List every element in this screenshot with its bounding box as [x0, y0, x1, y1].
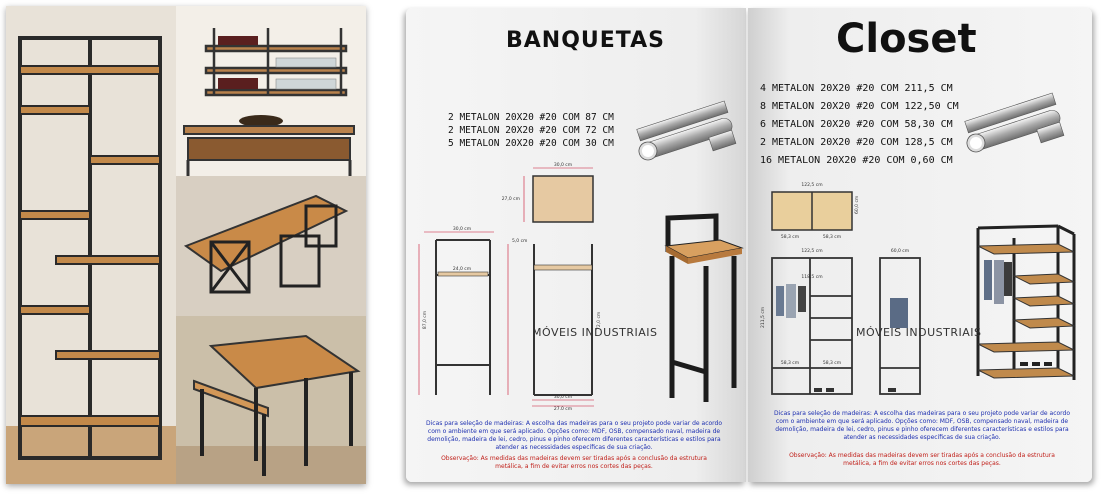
stool-technical-drawing — [416, 160, 666, 410]
page-title: BANQUETAS — [506, 28, 665, 53]
dimension-label: 27,0 cm — [553, 407, 573, 410]
catalog-cover — [6, 6, 366, 484]
dimension-label: 60,0 cm — [855, 195, 860, 214]
material-item: 6 METALON 20X20 #20 COM 58,30 CM — [760, 119, 953, 130]
dimension-label: 122,5 cm — [801, 183, 823, 188]
dimension-label: 30,0 cm — [553, 395, 573, 400]
hanging-clothes-icon — [776, 284, 806, 318]
material-item: 5 METALON 20X20 #20 COM 30 CM — [448, 138, 614, 149]
observation-note: Observação: As medidas das madeiras devem ser tiradas após a conclusão da estrutura metálica, a fim de evitar erros nos cortes das peças. — [789, 452, 1055, 467]
stool-3d-render — [662, 212, 746, 408]
dimension-label: 87,0 cm — [423, 310, 428, 330]
cover-photo-collage — [6, 6, 366, 484]
materials-list — [760, 80, 959, 170]
dimension-label: 58,3 cm — [822, 235, 842, 240]
material-item: 2 METALON 20X20 #20 COM 87 CM — [448, 112, 614, 123]
materials-list — [448, 111, 614, 150]
dimension-label: 58,3 cm — [780, 235, 800, 240]
page-closet — [748, 8, 1092, 482]
dimension-label: 27,0 cm — [501, 197, 520, 202]
material-item: 4 METALON 20X20 #20 COM 211,5 CM — [760, 83, 953, 94]
page-banquetas — [406, 8, 746, 482]
dimension-label: 58,3 cm — [822, 361, 842, 366]
dimension-label: 122,5 cm — [801, 249, 823, 254]
hanging-clothes-icon — [984, 260, 1012, 304]
stool-side-view — [436, 240, 490, 395]
watermark: MÓVEIS INDUSTRIAIS — [856, 326, 982, 339]
wood-selection-tips: Dicas para seleção de madeiras: A escolha das madeiras para o seu projeto pode variar de acordo com o ambiente em que será aplicado. Opções como: MDF, OSB, compensado naval, madeira de demolição, madeira de lei, cedro, pinus e pinho oferecem diferentes características e estilos para atender as necessidades específicas de sua criação. — [773, 410, 1071, 441]
dimension-label: 58,3 cm — [780, 361, 800, 366]
dimension-label: 30,0 cm — [553, 163, 573, 168]
material-item: 2 METALON 20X20 #20 COM 72 CM — [448, 125, 614, 136]
page-title: Closet — [836, 16, 977, 62]
observation-note: Observação: As medidas das madeiras devem ser tiradas após a conclusão da estrutura metálica, a fim de evitar erros nos cortes das peças. — [441, 455, 707, 470]
dimension-label: 211,5 cm — [761, 306, 766, 328]
material-item: 2 METALON 20X20 #20 COM 128,5 CM — [760, 137, 953, 148]
dimension-label: 118,5 cm — [801, 275, 823, 280]
dimension-label: 72,0 cm — [597, 311, 602, 330]
material-item: 16 METALON 20X20 #20 COM 0,60 CM — [760, 155, 953, 166]
stool-top-view — [533, 176, 593, 222]
material-item: 8 METALON 20X20 #20 COM 122,50 CM — [760, 101, 959, 112]
dimension-label: 30,0 cm — [452, 227, 472, 232]
closet-technical-drawing — [752, 178, 952, 400]
metal-tubes-icon — [960, 92, 1070, 156]
dimension-label: 24,0 cm — [452, 267, 472, 272]
dimension-label: 5,0 cm — [512, 239, 528, 244]
dimension-label: 60,0 cm — [890, 249, 910, 254]
closet-3d-render — [970, 216, 1082, 386]
metal-tubes-icon — [632, 100, 742, 164]
wood-selection-tips: Dicas para seleção de madeiras: A escolha das madeiras para o seu projeto pode variar de acordo com o ambiente em que será aplicado. Opções como: MDF, OSB, compensado naval, madeira de demolição, madeira de lei, cedro, pinus e pinho oferecem diferentes características e estilos para atender as necessidades específicas de sua criação. — [425, 420, 723, 451]
open-catalog — [406, 8, 1094, 482]
watermark: MÓVEIS INDUSTRIAIS — [532, 326, 658, 339]
